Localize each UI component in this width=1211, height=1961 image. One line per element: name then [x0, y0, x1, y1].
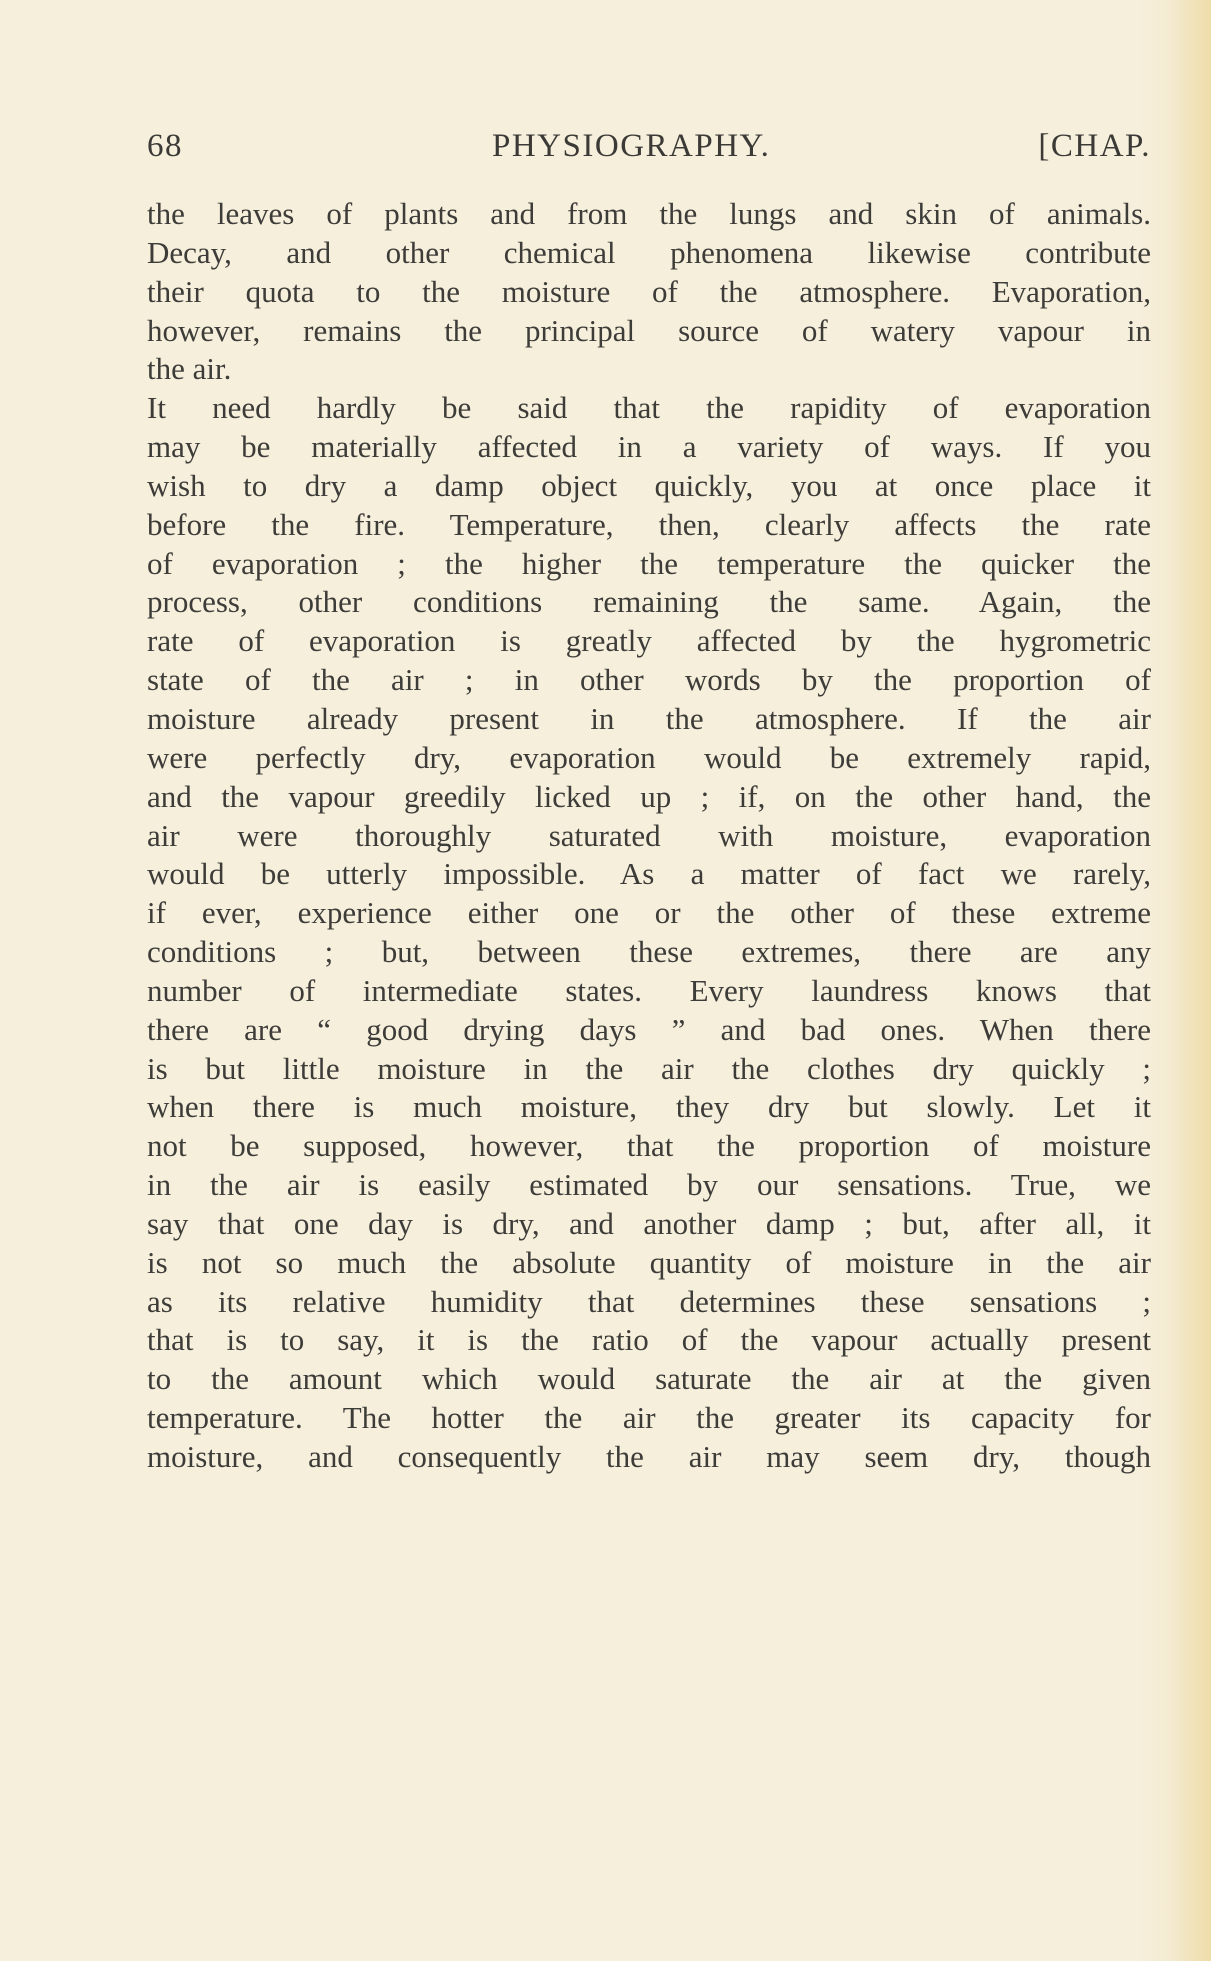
text-line: state of the air ; in other words by the proportion of: [147, 662, 1151, 698]
text-line: may be materially affected in a variety of ways. If you: [147, 429, 1151, 465]
text-line: would be utterly impossible. As a matter of fact we rarely,: [147, 856, 1151, 892]
text-line: say that one day is dry, and another damp ; but, after all, it: [147, 1205, 1151, 1241]
text-line: is but little moisture in the air the clothes dry quickly ;: [147, 1050, 1151, 1086]
text-line: moisture, and consequently the air may seem dry, though: [147, 1439, 1151, 1474]
running-title: PHYSIOGRAPHY.: [492, 128, 771, 164]
text-line: process, other conditions remaining the same. Again, the: [147, 584, 1151, 620]
text-line: number of intermediate states. Every laundress knows that: [147, 972, 1151, 1008]
text-line: It need hardly be said that the rapidity of evaporation: [147, 390, 1151, 426]
text-line: Decay, and other chemical phenomena likewise contribute: [147, 234, 1151, 270]
page-number: 68: [147, 128, 183, 164]
text-line: when there is much moisture, they dry but slowly. Let it: [147, 1089, 1151, 1125]
text-line: conditions ; but, between these extremes, there are any: [147, 934, 1151, 970]
text-line: and the vapour greedily licked up ; if, on the other hand, the: [147, 778, 1151, 814]
text-line: air were thoroughly saturated with moisture, evaporation: [147, 817, 1151, 853]
text-line: the leaves of plants and from the lungs and skin of animals.: [147, 196, 1151, 231]
text-line: moisture already present in the atmosphere. If the air: [147, 700, 1151, 736]
text-line: their quota to the moisture of the atmosphere. Evaporation,: [147, 273, 1151, 309]
text-line: that is to say, it is the ratio of the vapour actually present: [147, 1322, 1151, 1358]
text-line: temperature. The hotter the air the greater its capacity for: [147, 1400, 1151, 1436]
text-line: wish to dry a damp object quickly, you at once place it: [147, 467, 1151, 503]
text-line: however, remains the principal source of watery vapour in: [147, 312, 1151, 348]
text-line: rate of evaporation is greatly affected by the hygrometric: [147, 623, 1151, 659]
body-text: [147, 195, 1151, 1477]
chapter-label: [CHAP.: [1038, 128, 1151, 164]
text-line: the air.: [147, 351, 232, 387]
text-line: if ever, experience either one or the other of these extreme: [147, 895, 1151, 931]
page-edge-shading: [1171, 0, 1211, 1961]
text-line: as its relative humidity that determines these sensations ;: [147, 1283, 1151, 1319]
text-line: in the air is easily estimated by our sensations. True, we: [147, 1167, 1151, 1203]
page-header: [147, 128, 1151, 178]
text-line: there are “ good drying days ” and bad ones. When there: [147, 1011, 1151, 1047]
text-line: of evaporation ; the higher the temperature the quicker the: [147, 545, 1151, 581]
text-line: before the fire. Temperature, then, clearly affects the rate: [147, 506, 1151, 542]
text-line: is not so much the absolute quantity of moisture in the air: [147, 1244, 1151, 1280]
text-line: not be supposed, however, that the proportion of moisture: [147, 1128, 1151, 1164]
text-line: were perfectly dry, evaporation would be extremely rapid,: [147, 739, 1151, 775]
text-line: to the amount which would saturate the air at the given: [147, 1361, 1151, 1397]
